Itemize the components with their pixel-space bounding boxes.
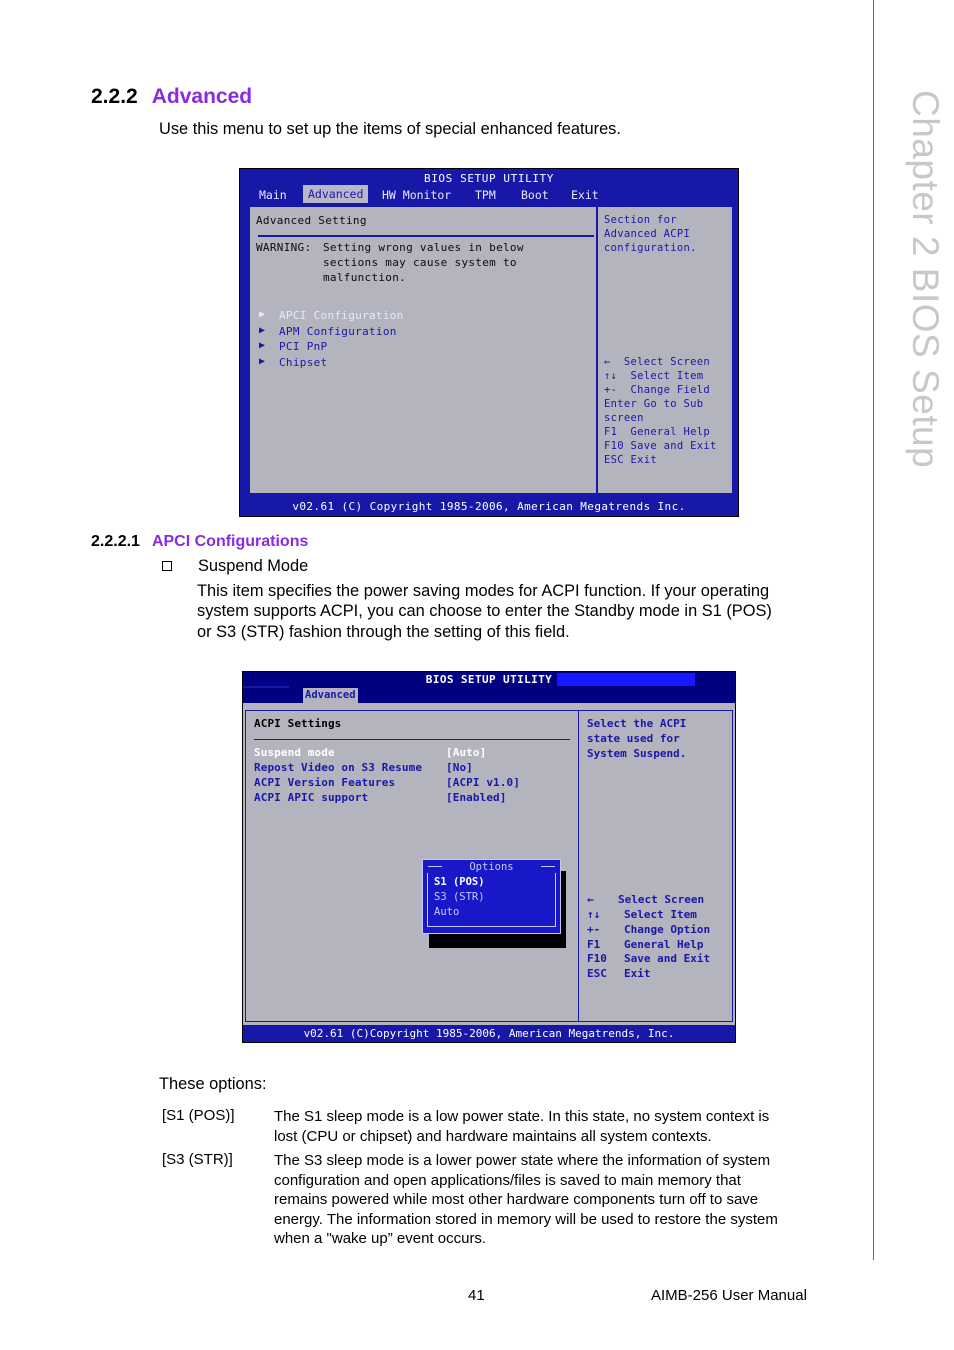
manual-title: AIMB-256 User Manual (651, 1287, 807, 1304)
bios-key-help: +- Change Field (604, 384, 710, 396)
setting-acpi-apic-label[interactable]: ACPI APIC support (254, 791, 369, 804)
bios-key-help: ↑↓ Select Item (604, 370, 704, 382)
bios-panel-divider (596, 207, 598, 493)
bullet-text-line: or S3 (STR) fashion through the setting of this field. (197, 623, 570, 641)
setting-acpi-version-label[interactable]: ACPI Version Features (254, 776, 396, 789)
setting-repost-video-label[interactable]: Repost Video on S3 Resume (254, 761, 423, 774)
bios-menu-exit[interactable]: Exit (571, 188, 599, 202)
bios2-body (245, 710, 733, 1022)
bios2-tab-row (243, 688, 735, 703)
subsection-number: 2.2.2.1 (91, 533, 140, 550)
option-desc-line: The S1 sleep mode is a low power state. In this state, no system context is (274, 1108, 770, 1125)
section-intro: Use this menu to set up the items of special enhanced features. (159, 120, 621, 138)
bullet-text-line: This item specifies the power saving modes for ACPI function. If your operating (197, 582, 770, 600)
bios-help-line: Section for (604, 214, 677, 226)
bios-key-help: ESC Exit (604, 454, 657, 466)
bios-warning-line: Setting wrong values in below (323, 241, 524, 254)
bios2-key: ESC (587, 967, 607, 980)
bios-menu-bar (240, 186, 738, 204)
bios-key-help: ← Select Screen (604, 356, 710, 368)
bios-footer: v02.61 (C) Copyright 1985-2006, American Megatrends Inc. (292, 500, 686, 513)
bios2-key-desc: Select Item (624, 908, 697, 921)
setting-suspend-mode-value[interactable]: [Auto] (446, 746, 487, 759)
option-desc-line: when a "wake up” event occurs. (274, 1230, 487, 1247)
submenu-arrow-icon: ▶ (259, 356, 266, 367)
option-desc-line: configuration and open applications/files is saved to main memory that (274, 1171, 741, 1189)
submenu-arrow-icon: ▶ (259, 340, 266, 351)
page-number: 41 (468, 1287, 485, 1304)
option-s3-str[interactable]: S3 (STR) (434, 891, 485, 903)
bios2-key: ← (587, 893, 594, 906)
bios-menu-tpm[interactable]: TPM (475, 188, 496, 202)
bios2-key-desc: Select Screen (618, 893, 705, 906)
section-heading (91, 85, 252, 109)
bios-warning-line: malfunction. (323, 271, 407, 284)
bios2-heading: ACPI Settings (254, 717, 342, 730)
bios-item-apci-configuration[interactable]: APCI Configuration (279, 309, 404, 322)
bios2-help-line: state used for (587, 732, 680, 745)
bullet-square-icon (162, 561, 172, 571)
bios-panel-heading: Advanced Setting (256, 214, 367, 227)
bios-item-apm-configuration[interactable]: APM Configuration (279, 325, 397, 338)
bios2-tab-advanced[interactable]: Advanced (305, 689, 356, 701)
submenu-arrow-icon: ▶ (259, 325, 266, 336)
bios2-key-desc: Save and Exit (624, 952, 711, 965)
bios2-heading-rule (254, 739, 570, 740)
bios-item-pci-pnp[interactable]: PCI PnP (279, 340, 328, 353)
submenu-arrow-icon: ▶ (259, 309, 266, 320)
bios-item-chipset[interactable]: Chipset (279, 356, 328, 369)
bios2-key-desc: Change Option (624, 923, 711, 936)
bios2-help-line: System Suspend. (587, 747, 687, 760)
option-key-s1: [S1 (POS)] (162, 1107, 235, 1124)
side-rule (873, 0, 874, 1260)
bios-advanced-screenshot (239, 168, 739, 517)
bios2-key: F10 (587, 952, 607, 965)
section-title: Advanced (151, 85, 253, 108)
bios-key-help: Enter Go to Sub (604, 398, 704, 410)
bios-title: BIOS SETUP UTILITY (423, 172, 554, 185)
option-desc-line: energy. The information stored in memory will be used to restore the system (274, 1210, 778, 1228)
bios2-key-desc: Exit (624, 967, 651, 980)
option-auto[interactable]: Auto (434, 906, 460, 918)
subsection-title: APCI Configurations (151, 533, 309, 550)
bios2-divider (578, 711, 579, 1021)
bios2-key: ↑↓ (587, 908, 601, 921)
bios-main-panel (248, 205, 734, 495)
bios2-key-desc: General Help (624, 938, 704, 951)
bios-menu-hw-monitor[interactable]: HW Monitor (382, 188, 452, 202)
option-desc-s3 (274, 1151, 834, 1249)
option-desc-line: The S3 sleep mode is a lower power state where the information of system (274, 1152, 771, 1169)
bullet-label: Suspend Mode (198, 557, 309, 575)
bios-menu-boot[interactable]: Boot (521, 188, 549, 202)
options-popup (422, 859, 561, 934)
options-popup-title: Options (469, 861, 514, 873)
option-desc-line: lost (CPU or chipset) and hardware maintains all system contexts. (274, 1127, 712, 1145)
option-key-s3: [S3 (STR)] (162, 1151, 233, 1168)
setting-acpi-version-value[interactable]: [ACPI v1.0] (446, 776, 520, 789)
bios-key-help: F1 General Help (604, 426, 710, 438)
bios-heading-rule (258, 235, 594, 237)
bios-help-line: configuration. (604, 242, 697, 254)
bios2-help-line: Select the ACPI (587, 717, 687, 730)
option-desc-s1 (274, 1107, 834, 1146)
setting-suspend-mode-label[interactable]: Suspend mode (254, 746, 335, 759)
bios2-footer: v02.61 (C)Copyright 1985-2006, American Megatrends, Inc. (243, 1025, 735, 1042)
setting-repost-video-value[interactable]: [No] (446, 761, 473, 774)
bios2-key: F1 (587, 938, 601, 951)
bios2-title: BIOS SETUP UTILITY (425, 673, 553, 686)
options-intro: These options: (159, 1075, 267, 1093)
bios-acpi-screenshot (242, 671, 736, 1043)
option-desc-line: remains powered while most other hardware components turn off to save (274, 1191, 759, 1208)
option-s1-pos[interactable]: S1 (POS) (434, 876, 485, 888)
bios2-title-bar (243, 672, 735, 688)
setting-acpi-apic-value[interactable]: [Enabled] (446, 791, 507, 804)
bios-warning-line: sections may cause system to (323, 256, 517, 269)
bios-menu-advanced[interactable]: Advanced (303, 185, 368, 203)
bios-help-line: Advanced ACPI (604, 228, 691, 240)
bullet-text-line: system supports ACPI, you can choose to enter the Standby mode in S1 (POS) (197, 602, 772, 620)
bios-key-help: screen (604, 412, 644, 424)
subsection-heading (91, 533, 308, 551)
bios-key-help: F10 Save and Exit (604, 440, 717, 452)
bios-menu-main[interactable]: Main (259, 188, 287, 202)
bios-warning-label: WARNING: (256, 241, 312, 254)
chapter-side-title: Chapter 2 BIOS Setup (905, 90, 946, 469)
section-number: 2.2.2 (91, 85, 138, 108)
bios2-key: +- (587, 923, 601, 936)
